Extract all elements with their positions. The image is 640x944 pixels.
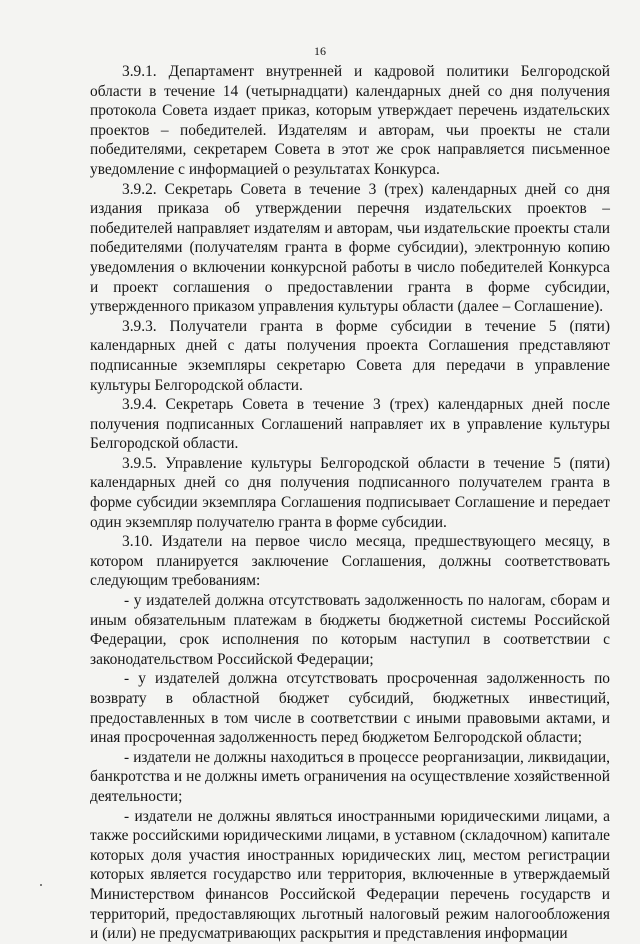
requirement-item: - у издателей должна отсутствовать просроченная задолженность по возврату в областной бюджет субсидий, бюджетных инвестиций, предоставленных в том числе в соответствии с иными правовыми актами, и иная просроченная задолженность перед бюджетом Белгородской области;: [90, 670, 610, 747]
requirement-item: - издатели не должны являться иностранными юридическими лицами, а также российскими юридическими лицами, в уставном (складочном) капитале которых доля участия иностранных юридических лиц, местом регистрации которых является государство или территория, включенные в утверждаемый Министерством финансов Российской Федерации перечень государств и территорий, предоставляющих льготный налоговый режим налогообложения и (или) не предусматривающих раскрытия и представления информации: [90, 807, 610, 943]
requirement-item: - издатели не должны находиться в процессе реорганизации, ликвидации, банкротства и не должны иметь ограничения на осуществление хозяйственной деятельности;: [90, 748, 610, 805]
paragraph-3-10: 3.10. Издатели на первое число месяца, предшествующего месяцу, в котором планируется заключение Соглашения, должны соответствовать следующим требованиям:: [90, 533, 610, 590]
paragraph-3-9-2: 3.9.2. Секретарь Совета в течение 3 (трех) календарных дней со дня издания приказа об утверждении перечня издательских проектов – победителей направляет издателям и авторам, чьи издательские проекты стали победителями (получателям гранта в форме субсидии), электронную копию уведомления о включении конкурсной работы в число победителей Конкурса и проект соглашения о предоставлении гранта в форме субсидии, утвержденного приказом управления культуры области (далее – Соглашение).: [90, 180, 610, 316]
document-body: [90, 62, 610, 944]
requirement-item: - у издателей должна отсутствовать задолженность по налогам, сборам и иным обязательным платежам в бюджеты бюджетной системы Российской Федерации, срок исполнения по которым наступил в соответствии с законодательством Российской Федерации;: [90, 592, 610, 668]
paragraph-3-9-5: 3.9.5. Управление культуры Белгородской области в течение 5 (пяти) календарных дней со дня получения подписанного получателем гранта в форме субсидии экземпляра Соглашения подписывает Соглашение и передает один экземпляр получателю гранта в форме субсидии.: [90, 454, 610, 531]
paragraph-3-9-3: 3.9.3. Получатели гранта в форме субсидии в течение 5 (пяти) календарных дней с даты получения проекта Соглашения представляют подписанные экземпляры секретарю Совета для передачи в управление культуры Белгородской области.: [90, 317, 610, 394]
paragraph-3-9-4: 3.9.4. Секретарь Совета в течение 3 (трех) календарных дней после получения подписанных Соглашений направляет их в управление культуры Белгородской области.: [90, 396, 610, 453]
page-number: 16: [314, 44, 326, 58]
paragraph-3-9-1: 3.9.1. Департамент внутренней и кадровой политики Белгородской области в течение 14 (четырнадцати) календарных дней со дня получения протокола Совета издает приказ, которым утверждает перечень издательских проектов – победителей. Издателям и авторам, чьи проекты не стали победителями, секретарем Совета в этот же срок направляется письменное уведомление с информацией о результатах Конкурса.: [90, 63, 610, 178]
scan-speck: [40, 884, 42, 886]
